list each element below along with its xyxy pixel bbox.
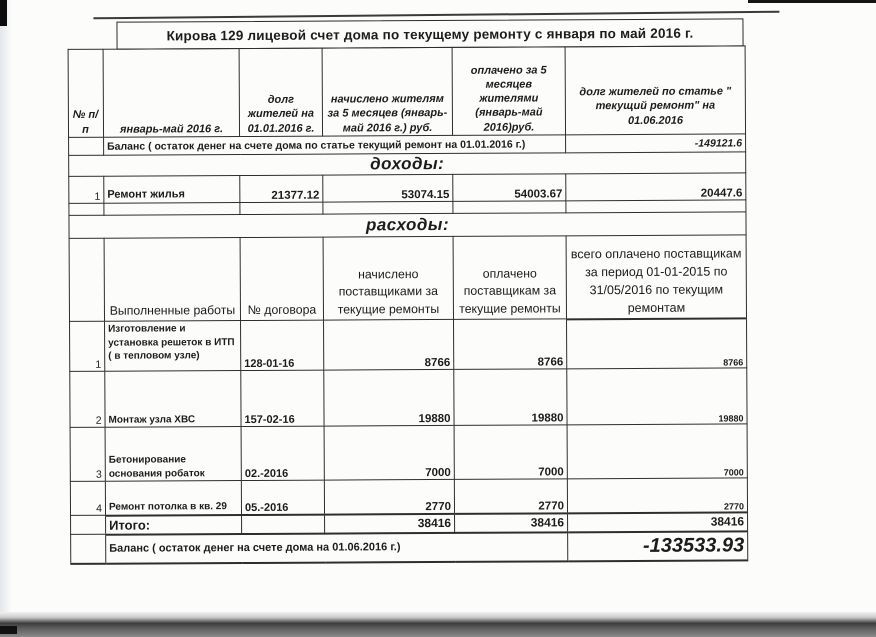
scan-artifact-bottom-band: [0, 612, 876, 637]
expense-paid: 2770: [454, 479, 567, 514]
expense-contract: 02.-2016: [241, 426, 324, 480]
income-accrued-value: 53074.15: [323, 174, 453, 202]
account-table: [68, 45, 749, 564]
header-total-paid: всего оплачено поставщикам за период 01-01-2015 по 31/05/2016 по текущим ремонтам: [566, 235, 746, 319]
expense-row-name: Изготовление и установка решеток в ИТП ( в тепловом узле): [105, 321, 241, 372]
header-accrued-suppliers: начислено поставщиками за текущие ремонты: [323, 236, 453, 320]
expense-row-name: Ремонт потолка в кв. 29: [105, 481, 241, 516]
document-title: Кирова 129 лицевой счет дома по текущему ремонту с января по май 2016 г.: [116, 18, 743, 49]
expense-accrued: 7000: [324, 425, 454, 480]
scan-artifact-top-left: [0, 0, 7, 26]
closing-balance-row: [71, 531, 748, 564]
header-contract: № договора: [240, 237, 323, 320]
empty-cell: [104, 203, 240, 216]
empty-cell: [323, 201, 453, 214]
top-rule-line: [93, 11, 779, 19]
empty-cell: [242, 514, 325, 533]
income-row-name: Ремонт жилья: [104, 176, 240, 204]
expense-row: [70, 424, 747, 482]
expense-paid: 7000: [454, 425, 567, 480]
expense-row-number: 1: [70, 321, 105, 371]
expense-row-number: 3: [70, 427, 105, 481]
opening-balance-label: Баланс ( остаток денег на счете дома по статье текущий ремонт на 01.01.2016 г.): [104, 135, 566, 155]
income-header-row: [68, 46, 745, 138]
empty-cell: [71, 515, 106, 534]
expense-section-title: расходы:: [69, 212, 746, 239]
expense-row: [70, 318, 747, 372]
scan-artifact-bottom-left: [0, 626, 17, 634]
expense-row: [70, 478, 747, 516]
expense-accrued: 2770: [324, 479, 454, 514]
empty-cell: [453, 201, 566, 214]
header-row-number: № п/п: [68, 49, 103, 137]
income-debt-end-value: 20447.6: [566, 173, 746, 201]
expense-header-row: [69, 235, 746, 322]
totals-label: Итого:: [106, 515, 242, 535]
header-period: январь-май 2016 г.: [103, 49, 239, 138]
expense-row-number: 4: [70, 481, 105, 515]
totals-total-paid: 38416: [568, 512, 748, 532]
totals-paid: 38416: [455, 513, 568, 533]
income-row-number: 1: [69, 176, 104, 203]
expense-paid: 8766: [454, 319, 567, 370]
expense-row-name: Монтаж узла ХВС: [105, 371, 241, 428]
expense-accrued: 19880: [324, 369, 454, 426]
income-paid-value: 54003.67: [453, 174, 566, 202]
header-paid-residents: оплачено за 5 месяцев жителями (январь-май 2016)руб.: [452, 47, 565, 136]
closing-balance-label: Баланс ( остаток денег на счете дома на 01.06.2016 г.): [106, 532, 568, 563]
income-section-title: доходы:: [69, 152, 746, 177]
income-debt-start-value: 21377.12: [240, 175, 323, 202]
expense-total-paid: 2770: [567, 478, 747, 513]
expense-total-paid: 8766: [567, 318, 747, 369]
income-data-row: [69, 173, 746, 204]
expense-row-number: 2: [70, 371, 105, 427]
empty-cell: [69, 238, 104, 321]
header-debt-start: долг жителей на 01.01.2016 г.: [239, 48, 322, 136]
header-debt-end: долг жителей по статье " текущий ремонт" на 01.06.2016: [565, 46, 745, 135]
empty-cell: [71, 534, 106, 563]
empty-cell: [240, 202, 323, 214]
expense-total-paid: 7000: [567, 424, 747, 479]
opening-balance-value: -149121.6: [566, 134, 746, 153]
totals-accrued: 38416: [325, 513, 455, 533]
empty-cell: [69, 137, 104, 155]
expense-contract: 157-02-16: [241, 370, 324, 426]
header-accrued-residents: начислено жителям за 5 месяцев (январь-май 2016 г.) руб.: [322, 47, 452, 136]
empty-cell: [566, 200, 746, 213]
expense-row-name: Бетонирование основания робаток: [105, 427, 241, 482]
expense-paid: 19880: [454, 369, 567, 426]
header-paid-suppliers: оплачено поставщикам за текущие ремонты: [453, 236, 566, 320]
closing-balance-value: -133533.93: [568, 531, 748, 561]
expense-contract: 128-01-16: [241, 320, 324, 370]
expense-accrued: 8766: [324, 319, 454, 370]
expense-total-paid: 19880: [567, 368, 747, 425]
header-works: Выполненные работы: [104, 238, 240, 322]
empty-cell: [69, 203, 104, 215]
scan-artifact-top-edge: [748, 0, 876, 3]
expense-contract: 05.-2016: [241, 480, 324, 514]
expense-row: [70, 368, 747, 428]
